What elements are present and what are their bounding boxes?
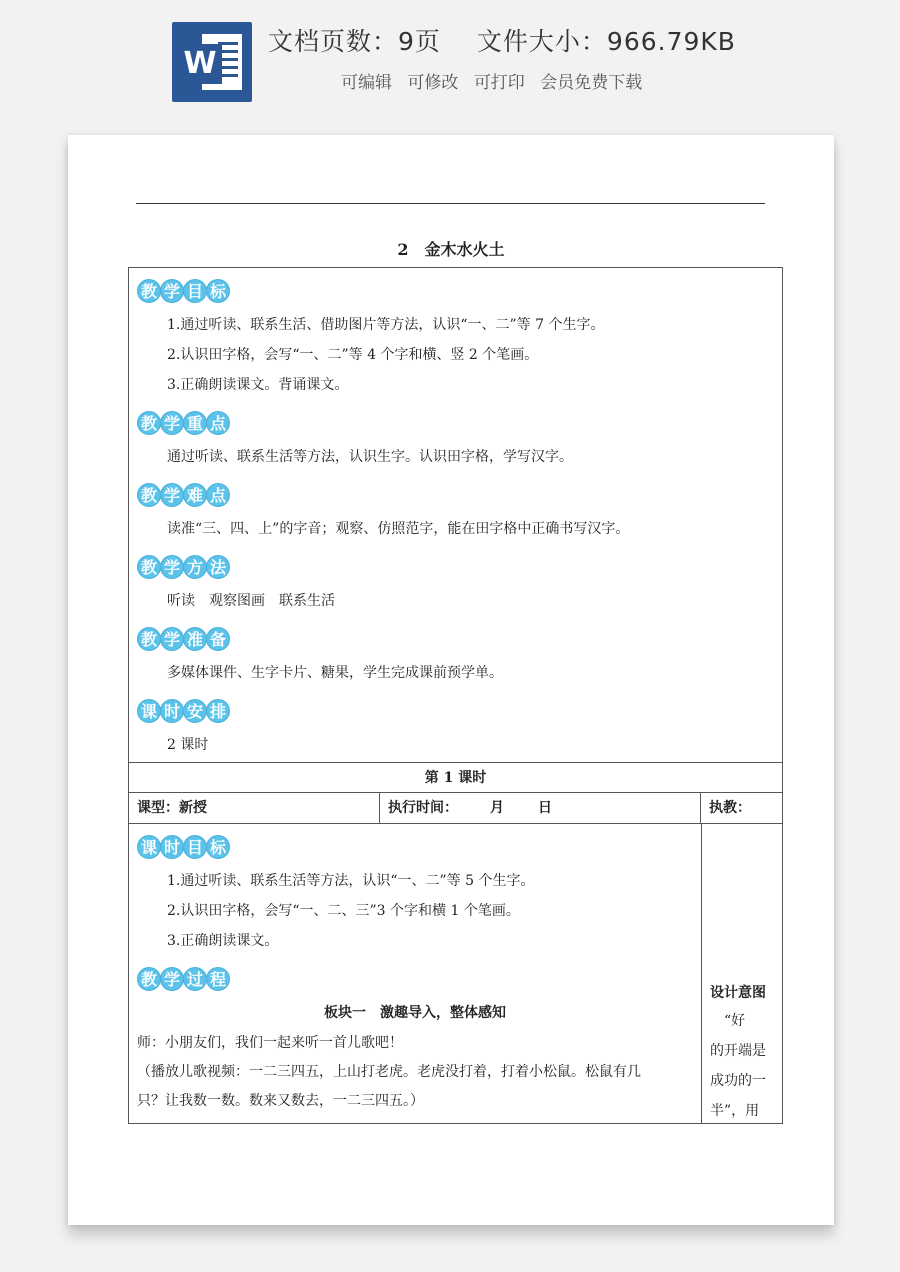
badge-char: 时 (160, 835, 184, 859)
badge-char: 学 (160, 627, 184, 651)
badge-char: 程 (206, 967, 230, 991)
song-line: （播放儿歌视频：一二三四五，上山打老虎。老虎没打着，打着小松鼠。松鼠有几 (137, 1064, 641, 1080)
lesson-heading: 2 金木水火土 (397, 240, 505, 259)
design-intent-line: “好 (710, 1013, 746, 1029)
feature-editable: 可编辑 (341, 73, 392, 93)
badge-char: 学 (160, 483, 184, 507)
song-line: 只？让我数一数。数来又数去，一二三四五。） (137, 1093, 424, 1109)
day-label: 日 (538, 800, 552, 816)
download-banner (0, 0, 900, 120)
section-badge (137, 408, 782, 438)
badge-char: 教 (137, 967, 161, 991)
feature-list (341, 68, 652, 93)
badge-char: 排 (206, 699, 230, 723)
section-line: 听读 观察图画 联系生活 (167, 593, 335, 609)
section-badge (137, 480, 782, 510)
page-count: 文档页数：9页 (268, 27, 441, 56)
section-badge (137, 624, 782, 654)
lesson-meta-row (129, 792, 782, 823)
badge-char: 过 (183, 967, 207, 991)
lesson-plan-table (128, 267, 783, 1124)
section-line: 3.正确朗读课文。背诵课文。 (167, 377, 349, 393)
badge-char: 难 (183, 483, 207, 507)
block-title: 板块一 激趣导入，整体感知 (324, 1005, 506, 1021)
badge-char: 准 (183, 627, 207, 651)
badge-char: 目 (183, 279, 207, 303)
section-line: 3.正确朗读课文。 (167, 933, 279, 949)
design-intent-line: 半”，用 (710, 1103, 760, 1119)
feature-modifiable: 可修改 (407, 73, 459, 93)
feature-printable: 可打印 (473, 73, 525, 93)
section-badge (137, 276, 782, 306)
badge-char: 标 (206, 835, 230, 859)
lesson-process-cell (129, 824, 702, 1123)
file-info (268, 22, 736, 58)
section-line: 多媒体课件、生字卡片、糖果，学生完成课前预学单。 (167, 665, 503, 681)
section-line: 1.通过听读、联系生活、借助图片等方法，认识“一、二”等 7 个生字。 (167, 317, 605, 333)
badge-char: 备 (206, 627, 230, 651)
badge-char: 教 (137, 555, 161, 579)
badge-char: 教 (137, 411, 161, 435)
word-icon-letter: W (178, 44, 222, 84)
badge-char: 目 (183, 835, 207, 859)
badge-char: 学 (160, 279, 184, 303)
lesson-period-title: 第 1 课时 (129, 762, 782, 792)
badge-char: 点 (206, 483, 230, 507)
badge-char: 方 (183, 555, 207, 579)
badge-char: 时 (160, 699, 184, 723)
lesson-body-row (129, 823, 782, 1123)
word-doc-icon (172, 22, 252, 102)
badge-char: 课 (137, 699, 161, 723)
design-intent-line: 成功的一 (710, 1073, 766, 1089)
badge-char: 学 (160, 967, 184, 991)
badge-char: 教 (137, 483, 161, 507)
section-badge (137, 696, 782, 726)
teacher-line: 师：小朋友们，我们一起来听一首儿歌吧！ (137, 1035, 403, 1051)
section-badge (137, 552, 782, 582)
section-line: 2.认识田字格，会写“一、二、三”3 个字和横 1 个笔画。 (167, 903, 520, 919)
teacher-label: 执教： (709, 800, 751, 816)
badge-char: 标 (206, 279, 230, 303)
design-intent-text (710, 1006, 776, 1126)
execution-time-label: 执行时间： (388, 800, 458, 816)
execution-time (380, 793, 701, 823)
file-size: 文件大小：966.79KB (476, 27, 736, 56)
section-line: 2.认识田字格，会写“一、二”等 4 个字和横、竖 2 个笔画。 (167, 347, 539, 363)
badge-char: 安 (183, 699, 207, 723)
section-badge (137, 832, 701, 862)
section-line: 1.通过听读、联系生活等方法，认识“一、二”等 5 个生字。 (167, 873, 535, 889)
design-intent-cell (702, 824, 782, 1123)
badge-char: 课 (137, 835, 161, 859)
header-rule (136, 203, 765, 204)
feature-member-download: 会员免费下载 (540, 73, 643, 93)
badge-char: 学 (160, 411, 184, 435)
section-line: 通过听读、联系生活等方法，认识生字。认识田字格，学写汉字。 (167, 449, 573, 465)
lesson-type: 课型：新授 (129, 793, 380, 823)
section-badge (137, 964, 701, 994)
badge-char: 教 (137, 627, 161, 651)
badge-char: 点 (206, 411, 230, 435)
design-intent-heading: 设计意图 (710, 985, 766, 1001)
document-page (68, 135, 834, 1225)
badge-char: 重 (183, 411, 207, 435)
section-line: 读准“三、四、上”的字音；观察、仿照范字，能在田字格中正确书写汉字。 (167, 521, 630, 537)
month-label: 月 (490, 800, 504, 816)
badge-char: 学 (160, 555, 184, 579)
overview-cell (129, 276, 782, 762)
badge-char: 教 (137, 279, 161, 303)
design-intent-line: 的开端是 (710, 1043, 766, 1059)
badge-char: 法 (206, 555, 230, 579)
section-line: 2 课时 (167, 737, 209, 753)
